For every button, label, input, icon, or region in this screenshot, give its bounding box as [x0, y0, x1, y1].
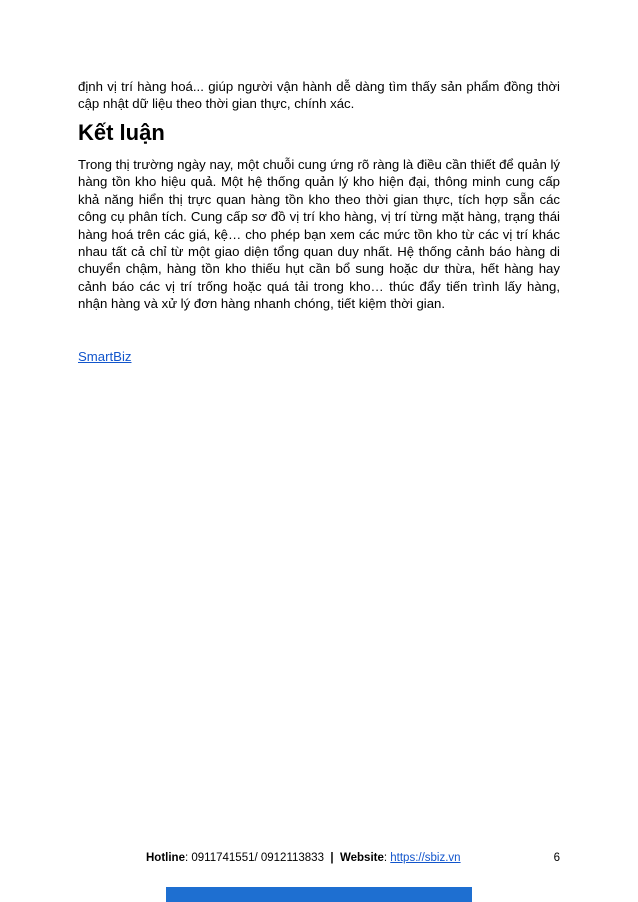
- hotline-value: 0911741551/ 0912113833: [191, 852, 324, 864]
- intro-paragraph: định vị trí hàng hoá... giúp người vận hành dễ dàng tìm thấy sản phẩm đồng thời cập nhật dữ liệu theo thời gian thực, chính xác.: [78, 79, 560, 112]
- footer-divider: |: [330, 852, 334, 864]
- page-number: 6: [553, 852, 560, 864]
- page-footer: [78, 849, 560, 867]
- website-separator: :: [383, 852, 391, 864]
- hotline-label: Hotline: [146, 852, 185, 864]
- footer-bar: [166, 887, 472, 902]
- section-heading: Kết luận: [78, 120, 165, 145]
- website-link[interactable]: https://sbiz.vn: [390, 852, 461, 864]
- footer-contact: [146, 849, 461, 867]
- hotline-separator: :: [184, 852, 192, 864]
- smartbiz-link[interactable]: SmartBiz: [78, 349, 132, 364]
- website-label: Website: [339, 852, 384, 864]
- conclusion-paragraph: Trong thị trường ngày nay, một chuỗi cung ứng rõ ràng là điều cần thiết để quản lý hàng tồn kho hiệu quả. Một hệ thống quản lý kho hiện đại, thông minh cung cấp khả năng hiển thị trực quan hàng tồn kho theo thời gian thực, tích hợp sẵn các công cụ phân tích. Cung cấp sơ đồ vị trí kho hàng, vị trí từng mặt hàng, trạng thái hàng hoá trên các giá, kệ… cho phép bạn xem các mức tồn kho từ các vị trí khác nhau tất cả chỉ từ một giao diện tổng quan duy nhất. Hệ thống cảnh báo hàng di chuyển chậm, hàng tồn kho thiếu hụt cần bổ sung hoặc dư thừa, hết hàng hay cảnh báo các vị trí trống hoặc quá tải trong kho… thúc đẩy tiến trình lấy hàng, nhận hàng và xử lý đơn hàng nhanh chóng, tiết kiệm thời gian.: [78, 157, 560, 312]
